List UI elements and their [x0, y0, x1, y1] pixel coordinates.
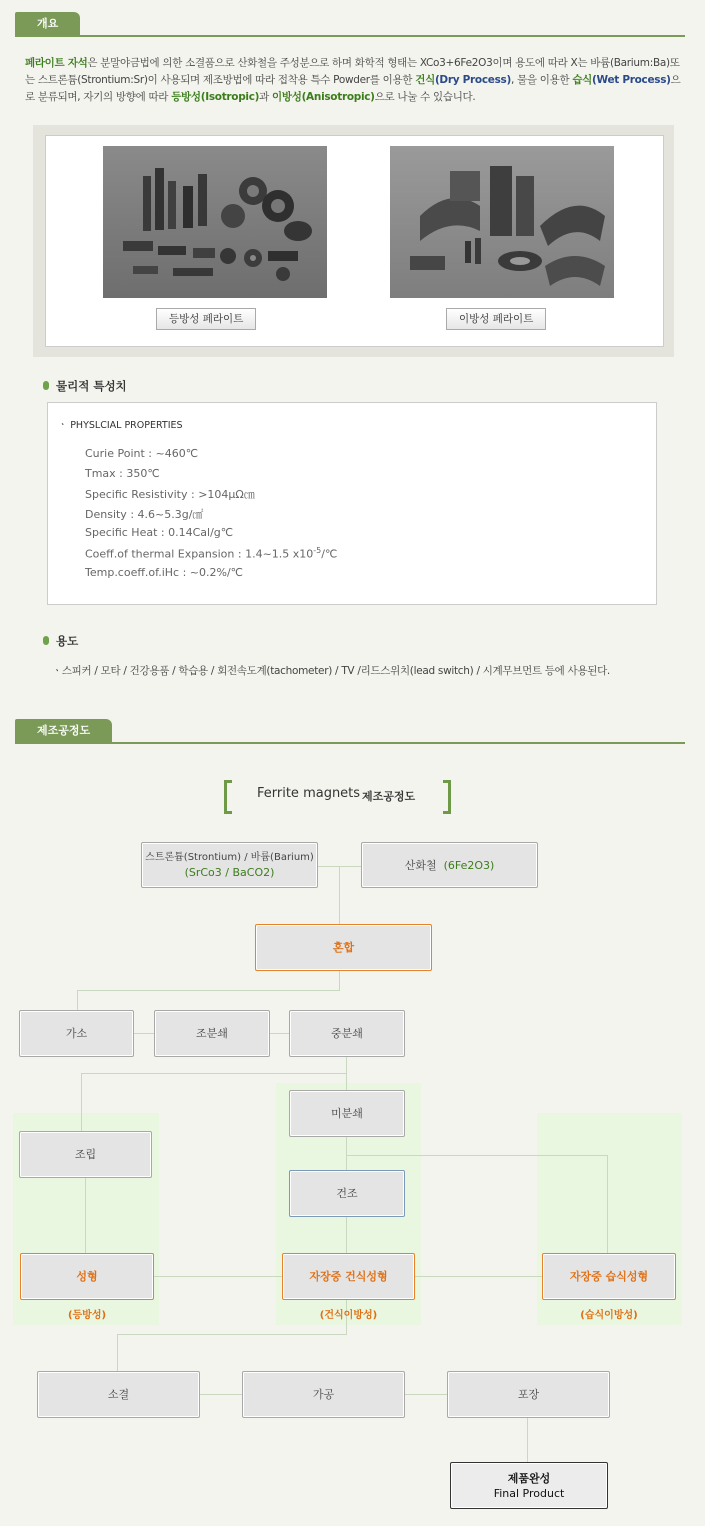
property-line: Density : 4.6~5.3g/㎠: [85, 508, 204, 521]
anisotropic-ferrite-caption: 이방성 페라이트: [446, 308, 546, 330]
connector: [346, 1057, 347, 1073]
raw-material-iron-oxide: [361, 842, 538, 888]
step-machining: 가공: [242, 1371, 405, 1418]
photo-panel: [33, 125, 674, 357]
anisotropic-ferrite-photo: [390, 146, 614, 298]
connector: [117, 1334, 347, 1335]
raw2-label: 산화철: [404, 858, 437, 872]
intro-text-5: 으로 나눌 수 있습니다.: [374, 91, 476, 103]
label-wet-anisotropic: (습식이방성): [580, 1310, 638, 1321]
coeff-unit: /℃: [321, 547, 338, 561]
step-wet-magnetic-forming: 자장중 습식성형: [542, 1253, 676, 1300]
property-line-thermal-expansion: [85, 546, 337, 561]
property-line: Temp.coeff.of.iHc : ~0.2%/℃: [85, 566, 244, 579]
step-forming: 성형: [20, 1253, 154, 1300]
connector: [200, 1394, 243, 1395]
overview-tab: 개요: [15, 12, 80, 36]
raw2-formula: (6Fe2O3): [443, 858, 495, 872]
intro-anisotropic: 이방성: [272, 91, 302, 103]
intro-anisotropic-en: (Anisotropic): [301, 91, 375, 103]
connector: [405, 1394, 448, 1395]
label-isotropic: (등방성): [67, 1310, 107, 1321]
connector: [339, 970, 340, 990]
step-assembly: 조립: [19, 1131, 152, 1178]
connector: [346, 1137, 347, 1170]
physical-properties-title: ㆍ PHYSLCIAL PROPERTIES: [58, 420, 183, 431]
uses-heading: 용도: [56, 634, 79, 648]
photo-panel-inner: [45, 135, 664, 347]
raw1-line1: 스트론튬(Strontium) / 바륨(Barium): [145, 852, 314, 863]
left-bracket-icon: [224, 780, 232, 814]
coeff-text: Coeff.of thermal Expansion : 1.4~1.5 x10: [85, 547, 314, 561]
connector: [117, 1334, 118, 1371]
step-final-product: [450, 1462, 608, 1509]
intro-text-3: 으로 분류되며, 자기의 방향에 따라: [25, 74, 681, 103]
flow-title-en: Ferrite magnets: [257, 786, 361, 801]
property-line: Specific Resistivity : >104μΩ㎝: [85, 488, 255, 501]
intro-text-4: 과: [259, 91, 273, 103]
intro-dry-en: (Dry Process): [434, 74, 511, 86]
connector: [415, 1276, 543, 1277]
process-divider: [15, 742, 685, 744]
connector: [270, 1033, 290, 1034]
step-drying: 건조: [289, 1170, 405, 1217]
raw-material-strontium-barium: [141, 842, 318, 888]
connector: [339, 866, 340, 924]
uses-text: ㆍ스피커 / 모타 / 건강용품 / 학습용 / 회전속도계(tachometer) / TV /리드스위치(lead switch) / 시계무브먼트 등에 사용된다.: [52, 665, 610, 677]
intro-isotropic: 등방성: [171, 91, 201, 103]
connector: [346, 1073, 347, 1090]
step-fine-grinding: 미분쇄: [289, 1090, 405, 1137]
step-mix: 혼합: [255, 924, 432, 971]
intro-dry: 건식: [415, 74, 435, 86]
intro-wet: 습식: [572, 74, 593, 86]
step-sintering: 소결: [37, 1371, 200, 1418]
intro-ferrite-magnet: 페라이트 자석: [25, 57, 88, 69]
connector: [346, 1155, 607, 1156]
step-packing: 포장: [447, 1371, 610, 1418]
process-tab: 제조공정도: [15, 719, 112, 743]
intro-isotropic-en: (Isotropic): [200, 91, 260, 103]
intro-text-1: 은 분말야금법에 의한 소결품으로 산화철을 주성분으로 하며 화학적 형태는 XCo3+6Fe2O3이며 용도에 따라 X는 바륨(Barium:Ba)또는 스트론튬(Strontium:Sr)이 사용되며 제조방법에 따라 접착용 특수 Powder를 이용한: [25, 57, 680, 86]
intro-text-2: , 물을 이용한: [510, 74, 573, 86]
connector: [607, 1155, 608, 1253]
property-line: Curie Point : ~460℃: [85, 447, 199, 460]
isotropic-ferrite-photo: [103, 146, 327, 298]
physical-properties-box: [47, 402, 657, 605]
connector: [318, 866, 362, 867]
connector: [81, 1073, 82, 1131]
connector: [77, 990, 78, 1010]
intro-paragraph: [25, 55, 685, 106]
uses-bullet-icon: [43, 636, 49, 645]
connector: [81, 1073, 347, 1074]
connector: [85, 1177, 86, 1253]
label-dry-anisotropic: (건식이방성): [319, 1310, 378, 1321]
right-bracket-icon: [443, 780, 451, 814]
physical-heading: 물리적 특성치: [56, 379, 127, 393]
property-line: Tmax : 350℃: [85, 467, 160, 480]
physical-bullet-icon: [43, 381, 49, 390]
connector: [527, 1418, 528, 1462]
connector: [346, 1216, 347, 1253]
property-line: Specific Heat : 0.14Cal/g℃: [85, 526, 234, 539]
connector: [134, 1033, 154, 1034]
step-calcine: 가소: [19, 1010, 134, 1057]
connector: [77, 990, 340, 991]
step-medium-grinding: 중분쇄: [289, 1010, 405, 1057]
step-coarse-grinding: 조분쇄: [154, 1010, 270, 1057]
flow-title-ko: 제조공정도: [362, 790, 416, 803]
coeff-exponent: -5: [313, 546, 322, 555]
overview-divider: [15, 35, 685, 37]
final-product-en: Final Product: [493, 1486, 565, 1500]
isotropic-ferrite-caption: 등방성 페라이트: [156, 308, 256, 330]
intro-wet-en: (Wet Process): [592, 74, 671, 86]
final-product-ko: 제품완성: [507, 1471, 551, 1485]
connector: [154, 1276, 282, 1277]
raw1-line2: (SrCo3 / BaCO2): [184, 866, 275, 879]
step-dry-magnetic-forming: 자장중 건식성형: [282, 1253, 415, 1300]
